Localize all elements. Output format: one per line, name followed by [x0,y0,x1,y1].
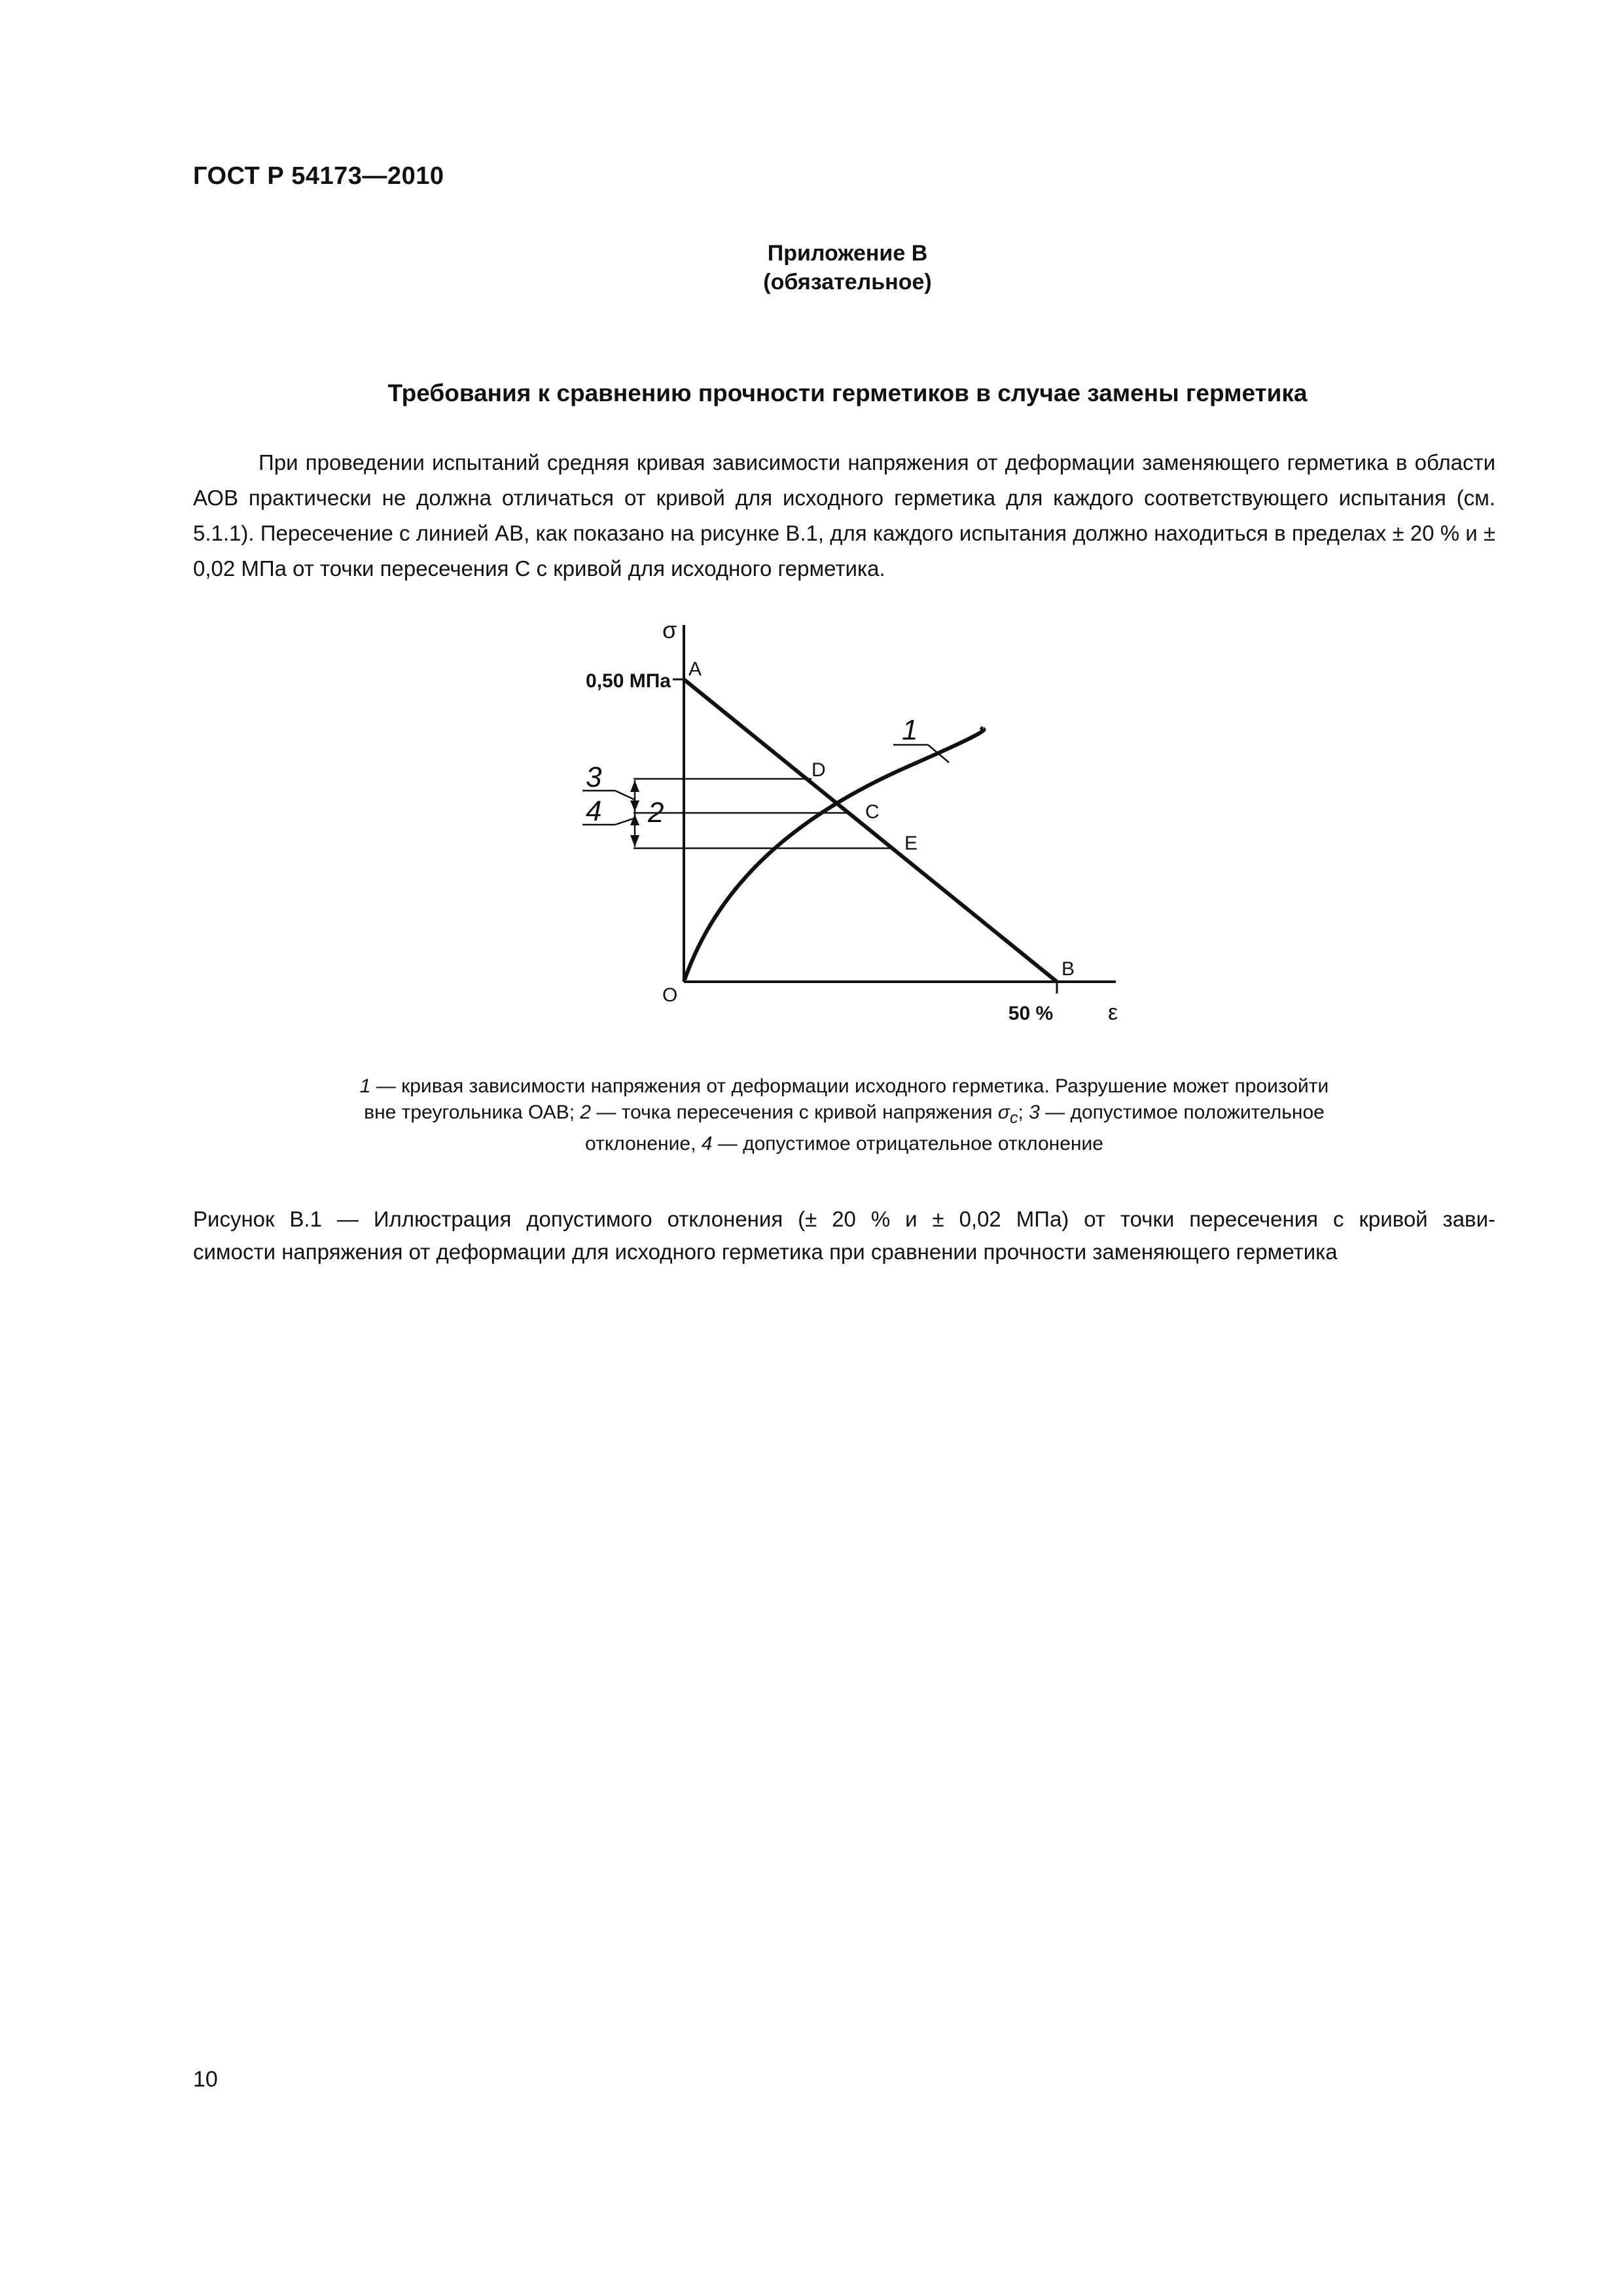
point-d-label: D [812,759,826,781]
body-paragraph: При проведении испытаний средняя кривая зависимости напряжения от деформации заменяющего герметика в области АОВ практически не должна отличаться от кривой для исходного герметика для каждого соответствующего испытания (см. 5.1.1). Пересечение с линией АВ, как показано на рисунке В.1, для каждого испытания должно находиться в пределах ± 20 % и ± 0,02 МПа от точки пересечения С с кривой для исходного герметика. [193,450,1495,581]
legend-text-3: — точка пересечения с кривой напряжения [591,1102,998,1123]
y-tick-label: 0,50 МПа [586,670,671,692]
x-tick-label: 50 % [1008,1003,1054,1024]
legend-text-5: — допустимое положительное [1039,1102,1325,1123]
figure-caption [193,1203,1495,1268]
appendix-status: (обязательное) [763,270,932,295]
callout-4: 4 [586,795,602,827]
legend-text-1: — кривая зависимости напряжения от деформации исходного герметика. Разрушение может произойти [370,1075,1329,1097]
point-c-label: C [865,801,880,823]
point-e-label: E [904,833,918,854]
point-a-label: A [688,658,702,680]
stress-strain-diagram [524,615,1165,1034]
axis-y-label: σ [662,617,677,643]
legend-text-7: — допустимое отрицательное отклонение [712,1133,1103,1155]
legend-line-2 [33,1100,1623,1131]
legend-line-3 [33,1131,1623,1157]
axis-x-label: ε [1108,1000,1118,1025]
section-title-text: Требования к сравнению прочности герметиков в случае замены герметика [387,380,1308,406]
figure-caption-line-1: Рисунок В.1 — Иллюстрация допустимого отклонения (± 20 % и ± 0,02 МПа) от точки пересечения с кривой зави- [193,1207,1495,1231]
legend-line-1 [33,1073,1623,1100]
callout-1: 1 [902,714,918,746]
figure-caption-line-2: симости напряжения от деформации для исходного герметика при сравнении прочности заменяющего герметика [193,1240,1338,1264]
figure-legend [0,1073,1623,1157]
leader-1-diag [928,745,949,762]
page-number: 10 [193,2067,218,2092]
legend-text-6: отклонение, [585,1133,702,1155]
point-o-label: O [662,984,678,1006]
arrow-up [630,780,639,792]
legend-num-1: 1 [359,1075,371,1097]
legend-text-4: ; [1018,1102,1029,1123]
legend-num-4: 4 [701,1133,713,1155]
point-b-label: B [1061,958,1075,980]
legend-num-2: 2 [580,1102,592,1123]
appendix-label: Приложение В [767,241,928,266]
legend-sigma-sub: c [1009,1109,1018,1127]
line-ab [684,679,1057,982]
legend-sigma: σ [997,1102,1010,1123]
appendix-title [0,239,1623,296]
legend-text-2: вне треугольника ОАВ; [364,1102,580,1123]
document-header: ГОСТ Р 54173—2010 [193,162,444,190]
arrow-down [630,835,639,847]
section-title [0,380,1623,407]
leader-3-diag [615,791,635,800]
arrow-down-mid [630,800,639,812]
curve-1 [684,728,984,982]
legend-num-3: 3 [1029,1102,1040,1123]
callout-3: 3 [586,761,602,793]
callout-2: 2 [648,797,664,829]
